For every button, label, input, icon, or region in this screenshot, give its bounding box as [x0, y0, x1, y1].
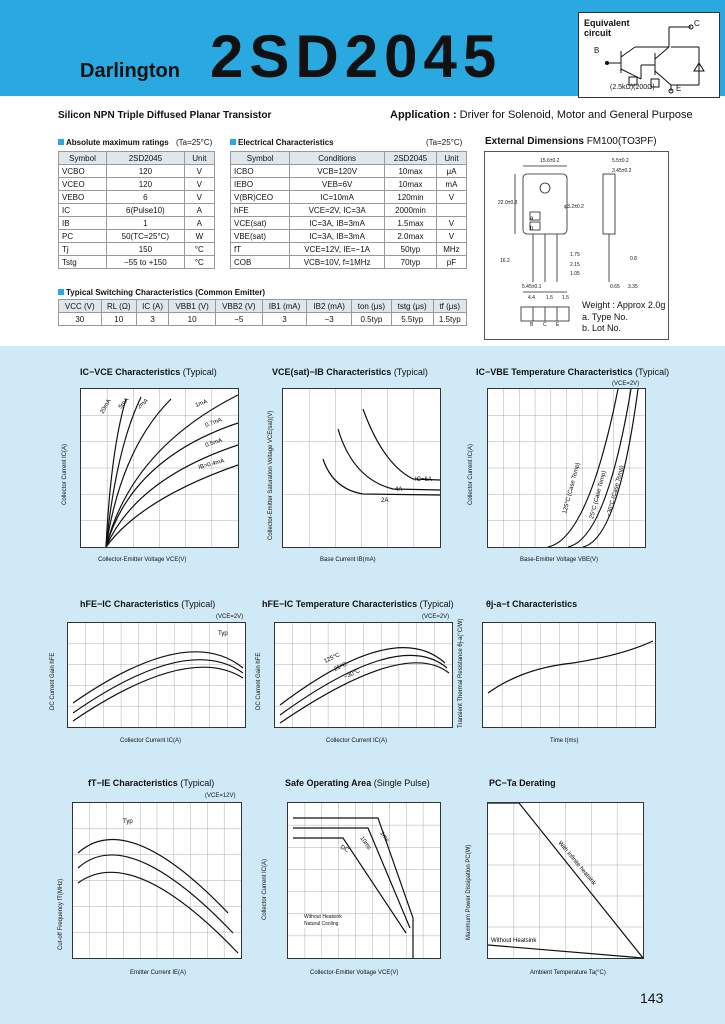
switching-value: 1.5typ — [433, 313, 466, 326]
elec-cell — [436, 204, 466, 217]
abs-cell: −55 to +150 — [107, 256, 185, 269]
soa-note: Without Heatsink Natural Cooling — [304, 914, 354, 928]
chart-safe-operating-area — [287, 802, 441, 959]
dim-label: 2.15 — [570, 262, 580, 268]
product-family: Darlington — [80, 60, 180, 82]
part-number: 2SD2045 — [210, 23, 503, 90]
curve-label: 2A — [381, 498, 389, 504]
electrical-header: 2SD2045 — [385, 152, 437, 165]
abs-cell: V — [184, 178, 214, 191]
curve-label: Without Heatsink — [491, 938, 537, 944]
switching-header: IB2 (mA) — [307, 300, 352, 313]
page-number: 143 — [640, 990, 664, 1006]
abs-max-header: Symbol — [59, 152, 107, 165]
chart-title: hFE−IC Characteristics (Typical) — [80, 599, 216, 609]
curve-label: 5mA — [117, 396, 131, 411]
curve-label: 10ms — [358, 835, 372, 852]
curve-upper — [78, 840, 228, 914]
elec-cell: VCE=12V, IE=−1A — [290, 243, 385, 256]
electrical-header: Unit — [436, 152, 466, 165]
abs-cell: 6 — [107, 191, 185, 204]
abs-cell: 120 — [107, 165, 185, 178]
curve-label: 25°C — [333, 661, 348, 673]
elec-cell: VCE=2V, IC=3A — [290, 204, 385, 217]
chart-svg — [275, 623, 452, 727]
dim-label: 4.4 — [528, 295, 535, 301]
abs-max-condition: (Ta=25°C) — [176, 138, 213, 147]
switching-value: 30 — [59, 313, 102, 326]
abs-cell: Tj — [59, 243, 107, 256]
elec-cell: 10max — [385, 165, 437, 178]
elec-cell: IC=3A, IB=3mA — [290, 217, 385, 230]
elec-cell: VCB=120V — [290, 165, 385, 178]
abs-cell: V — [184, 165, 214, 178]
dim-label: 1.05 — [570, 271, 580, 277]
elec-cell: μA — [436, 165, 466, 178]
switching-value: 0.5typ — [352, 313, 392, 326]
abs-cell: IC — [59, 204, 107, 217]
abs-cell: Tstg — [59, 256, 107, 269]
curve-label: With Infinite heatsink — [556, 840, 597, 887]
curve-label: DC — [339, 844, 350, 855]
chart-hfe-ic-temp — [274, 622, 453, 728]
abs-cell: VEBO — [59, 191, 107, 204]
abs-max-header: Unit — [184, 152, 214, 165]
elec-cell: IEBO — [231, 178, 290, 191]
pin-e-label: E — [676, 84, 682, 93]
pin-label: C — [543, 322, 547, 328]
abs-cell: W — [184, 230, 214, 243]
abs-cell: 6(Pulse10) — [107, 204, 185, 217]
external-dimensions-title: External Dimensions FM100(TO3PF) — [485, 136, 657, 147]
curve-typ-upper — [73, 652, 243, 703]
chart-title: IC−VCE Characteristics (Typical) — [80, 367, 217, 377]
elec-cell: IC=10mA — [290, 191, 385, 204]
abs-cell: 150 — [107, 243, 185, 256]
curve-label: 1mA — [194, 399, 209, 409]
curve-label: 125°C (Case Temp) — [562, 462, 582, 515]
elec-cell: 10max — [385, 178, 437, 191]
chart-ic-vbe — [487, 388, 646, 548]
x-axis-label: Collector-Emitter Voltage VCE(V) — [310, 970, 399, 976]
y-axis-label: Collector Current IC(A) — [262, 858, 268, 920]
elec-cell: 1.5max — [385, 217, 437, 230]
elec-cell: V(BR)CEO — [231, 191, 290, 204]
switching-title: Typical Switching Characteristics (Common Emitter) — [58, 288, 265, 297]
elec-cell: COB — [231, 256, 290, 269]
electrical-table — [230, 151, 467, 269]
elec-cell: VEB=6V — [290, 178, 385, 191]
abs-cell: °C — [184, 243, 214, 256]
switching-header: RL (Ω) — [101, 300, 136, 313]
switching-value: −3 — [307, 313, 352, 326]
equivalent-circuit-label: Equivalent circuit — [584, 18, 630, 38]
abs-cell: 1 — [107, 217, 185, 230]
switching-value: 5.5typ — [391, 313, 433, 326]
x-axis-label: Emitter Current IE(A) — [130, 970, 187, 976]
elec-cell: mA — [436, 178, 466, 191]
application-text: Driver for Solenoid, Motor and General Purpose — [459, 109, 693, 121]
electrical-header: Symbol — [231, 152, 290, 165]
abs-cell: A — [184, 217, 214, 230]
abs-cell: 50(TC=25°C) — [107, 230, 185, 243]
elec-cell: V — [436, 217, 466, 230]
dim-label: 15.6±0.2 — [540, 158, 560, 164]
abs-max-header: 2SD2045 — [107, 152, 185, 165]
y-axis-label: Maximum Power Dissipation PC(W) — [466, 844, 472, 940]
chart-pc-ta-derating — [487, 802, 644, 959]
abs-max-title: Absolute maximum ratings — [58, 138, 169, 147]
abs-cell: A — [184, 204, 214, 217]
chart-hfe-ic — [67, 622, 246, 728]
y-axis-label: Collector Current IC(A) — [62, 443, 68, 505]
curve-label: 25°C (Case Temp) — [589, 470, 608, 520]
x-axis-label: Time t(ms) — [550, 738, 579, 744]
chart-ft-ie — [72, 802, 242, 959]
switching-header: tf (μs) — [433, 300, 466, 313]
electrical-title: Electrical Characteristics — [230, 138, 334, 147]
y-axis-label: Collector Current IC(A) — [468, 443, 474, 505]
switching-value: −5 — [215, 313, 262, 326]
electrical-header: Conditions — [290, 152, 385, 165]
dim-label: 22.0±0.3 — [498, 200, 518, 206]
mark-b: b — [530, 226, 534, 232]
switching-header: IB1 (mA) — [262, 300, 307, 313]
x-axis-label: Ambient Temperature Ta(°C) — [530, 970, 606, 976]
chart-svg — [73, 803, 241, 958]
pin-label: B — [530, 322, 534, 328]
chart-svg — [488, 803, 643, 958]
chart-title: IC−VBE Temperature Characteristics (Typical) — [476, 367, 670, 377]
elec-cell: fT — [231, 243, 290, 256]
abs-cell: 120 — [107, 178, 185, 191]
electrical-condition: (Ta=25°C) — [426, 138, 463, 147]
type-no-note: a. Type No. — [582, 312, 628, 322]
curve-label: 4A — [395, 487, 403, 493]
elec-cell: VBE(sat) — [231, 230, 290, 243]
chart-title: Safe Operating Area (Single Pulse) — [285, 778, 430, 788]
switching-value: 3 — [136, 313, 168, 326]
curve-5ma — [106, 397, 141, 547]
dim-label: φ3.2±0.2 — [564, 204, 584, 210]
pin-c-label: C — [694, 19, 700, 28]
abs-cell: VCBO — [59, 165, 107, 178]
curve-label: IC=6A — [415, 477, 432, 483]
chart-title: fT−IE Characteristics (Typical) — [88, 778, 215, 788]
curve-typ-lower — [73, 667, 243, 721]
switching-header: VCC (V) — [59, 300, 102, 313]
dim-label: 3.35 — [628, 284, 638, 290]
curve-label: 1ms — [378, 830, 390, 844]
elec-cell: VCB=10V, f=1MHz — [290, 256, 385, 269]
x-axis-label: Collector-Emitter Voltage VCE(V) — [98, 557, 187, 563]
curve-label: 0.5mA — [204, 437, 224, 449]
application-label: Application : — [390, 109, 457, 121]
switching-value: 3 — [262, 313, 307, 326]
chart-svg — [288, 803, 440, 958]
elec-cell: V — [436, 230, 466, 243]
y-axis-label: Cut-off Frequency fT(MHz) — [58, 878, 64, 950]
curve-label: IB=0.4mA — [197, 458, 226, 471]
y-axis-label: Transient Thermal Resistance θj-a(°C/W) — [458, 618, 464, 728]
package-drawing — [485, 152, 668, 339]
chart-svg — [488, 389, 645, 547]
abs-cell: VCEO — [59, 178, 107, 191]
x-axis-label: Base-Emitter Voltage VBE(V) — [520, 557, 599, 563]
dim-label: 5.45±0.1 — [522, 284, 542, 290]
abs-cell: PC — [59, 230, 107, 243]
curve-6a — [363, 409, 440, 480]
external-dimensions-box — [484, 151, 669, 340]
switching-value: 10 — [169, 313, 216, 326]
dim-label: 16.2 — [500, 258, 510, 264]
dim-label: 5.5±0.2 — [612, 158, 629, 164]
dim-label: 0.8 — [630, 256, 637, 262]
chart-title: VCE(sat)−IB Characteristics (Typical) — [272, 367, 428, 377]
switching-header: tstg (μs) — [391, 300, 433, 313]
chart-condition: (VCE=2V) — [216, 614, 244, 620]
mark-a: a — [530, 216, 534, 222]
chart-title: θj-a−t Characteristics — [486, 599, 578, 609]
chart-condition: (VCE=2V) — [612, 381, 640, 387]
chart-svg — [81, 389, 238, 547]
abs-cell: °C — [184, 256, 214, 269]
device-description: Silicon NPN Triple Diffused Planar Transistor — [58, 110, 272, 121]
curve-label: −30°C — [343, 668, 362, 681]
elec-cell: pF — [436, 256, 466, 269]
application-line — [390, 109, 693, 121]
chart-thermal-resistance — [482, 622, 656, 728]
elec-cell: 2.0max — [385, 230, 437, 243]
dim-label: 1.75 — [570, 252, 580, 258]
curve-label: 2mA — [136, 398, 150, 411]
pin-label: E — [556, 322, 560, 328]
elec-cell: 70typ — [385, 256, 437, 269]
chart-condition: (VCE=12V) — [205, 793, 236, 799]
y-axis-label: DC Current Gain hFE — [50, 652, 56, 710]
x-axis-label: Base Current IB(mA) — [320, 557, 376, 563]
elec-cell: 120min — [385, 191, 437, 204]
soa-1ms — [293, 818, 413, 958]
curve-n30c — [280, 663, 449, 723]
abs-cell: IB — [59, 217, 107, 230]
elec-cell: ICBO — [231, 165, 290, 178]
curve-label: 125°C — [323, 652, 342, 665]
chart-condition: (VCE=2V) — [422, 614, 450, 620]
elec-cell: IC=3A, IB=3mA — [290, 230, 385, 243]
chart-svg — [68, 623, 245, 727]
dim-label: 1.5 — [546, 295, 553, 301]
switching-header: ton (μs) — [352, 300, 392, 313]
chart-vcesat-ib — [282, 388, 441, 548]
chart-title: hFE−IC Temperature Characteristics (Typical) — [262, 599, 454, 609]
curve-label: 0.7mA — [204, 417, 223, 429]
elec-cell: V — [436, 191, 466, 204]
switching-header: VBB2 (V) — [215, 300, 262, 313]
curve-label: Typ — [123, 819, 133, 825]
x-axis-label: Collector Current IC(A) — [120, 738, 182, 744]
circuit-resistor-values: (2.5kΩ)(200Ω) — [610, 84, 655, 91]
pin-b-label: B — [594, 46, 600, 55]
abs-cell: V — [184, 191, 214, 204]
curve-label: Typ — [218, 631, 228, 637]
elec-cell: 50typ — [385, 243, 437, 256]
elec-cell: hFE — [231, 204, 290, 217]
elec-cell: VCE(sat) — [231, 217, 290, 230]
y-axis-label: Collector-Emitter Saturation Voltage VCE(sat)(V) — [268, 410, 274, 540]
switching-header: IC (A) — [136, 300, 168, 313]
chart-ic-vce — [80, 388, 239, 548]
chart-svg — [283, 389, 440, 547]
switching-header: VBB1 (V) — [169, 300, 216, 313]
curve-label: −30°C (Case Temp) — [606, 464, 626, 518]
chart-title: PC−Ta Derating — [489, 778, 556, 788]
curve-0.4ma — [106, 465, 238, 547]
switching-value: 10 — [101, 313, 136, 326]
switching-table — [58, 299, 467, 326]
chart-svg — [483, 623, 655, 727]
elec-cell: 2000min — [385, 204, 437, 217]
weight: Weight : Approx 2.0g — [582, 300, 666, 310]
abs-max-table — [58, 151, 215, 269]
y-axis-label: DC Current Gain hFE — [256, 652, 262, 710]
lot-no-note: b. Lot No. — [582, 323, 622, 333]
dim-label: 1.5 — [562, 295, 569, 301]
dim-label: 0.65 — [610, 284, 620, 290]
curve-label: 20mA — [99, 398, 113, 415]
curve-lower — [78, 872, 238, 953]
elec-cell: MHz — [436, 243, 466, 256]
x-axis-label: Collector Current IC(A) — [326, 738, 388, 744]
dim-label: 3.45±0.2 — [612, 168, 632, 174]
